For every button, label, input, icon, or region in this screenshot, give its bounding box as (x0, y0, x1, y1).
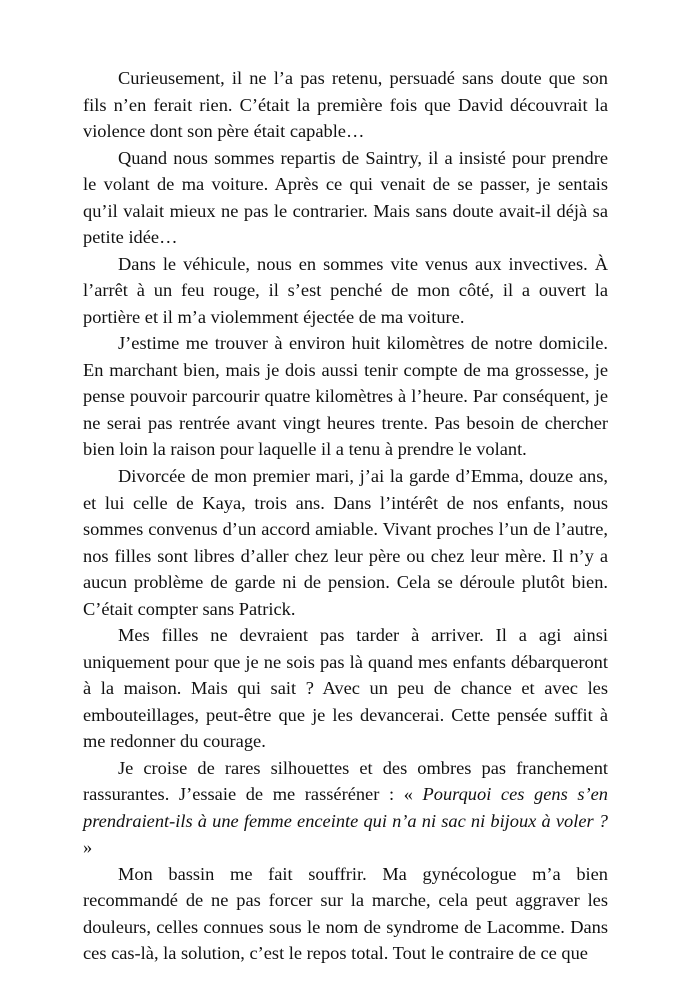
paragraph: Mon bassin me fait souffrir. Ma gynécologue m’a bien recommandé de ne pas forcer sur la marche, cela peut aggraver les douleurs, celles connues sous le nom de syndrome de Lacomme. Dans ces cas-là, la solution, c’est le repos total. Tout le contraire de ce que (83, 863, 608, 963)
paragraph-with-quote (83, 755, 608, 861)
paragraph: Dans le véhicule, nous en sommes vite venus aux invectives. À l’arrêt à un feu rouge, il s’est penché de mon côté, il a ouvert la portière et il m’a violemment éjectée de ma voiture. (83, 253, 608, 327)
text-section-1 (83, 65, 608, 463)
paragraph: Mes filles ne devraient pas tarder à arriver. Il a agi ainsi uniquement pour que je ne sois pas là quand mes enfants débarqueront à la maison. Mais qui sait ? Avec un peu de chance et avec les embouteillages, peut-être que je les devancerai. Cette pensée suffit à me redonner du courage. (83, 625, 608, 751)
paragraph: Divorcée de mon premier mari, j’ai la garde d’Emma, douze ans, et lui celle de Kaya, trois ans. Dans l’intérêt de nos enfants, nous sommes convenus d’un accord amiable. Vivant proches l’un de l’autre, nos filles sont libres d’aller chez leur père ou chez leur mère. Il n’y a aucun problème de garde ni de pension. Cela se déroule plutôt bien. C’était compter sans Patrick. (83, 466, 608, 619)
paragraph: Quand nous sommes repartis de Saintry, il a insisté pour prendre le volant de ma voiture. Après ce qui venait de se passer, je sentais qu’il valait mieux ne pas le contrarier. Mais sans doute avait-il déjà sa petite idée… (83, 147, 608, 247)
paragraph: Curieusement, il ne l’a pas retenu, persuadé sans doute que son fils n’en ferait rien. C’était la première fois que David découvrait la violence dont son père était capable… (83, 68, 608, 141)
quote-close: » (83, 837, 93, 857)
paragraph: J’estime me trouver à environ huit kilomètres de notre domicile. En marchant bien, mais je dois aussi tenir compte de ma grossesse, je pense pouvoir parcourir quatre kilomètres à l’heure. Par conséquent, je ne serai pas rentrée avant vingt heures trente. Pas besoin de chercher bien loin la raison pour laquelle il a tenu à prendre le volant. (83, 333, 608, 459)
text-section-2 (83, 463, 608, 967)
quote-lead: Je croise de rares silhouettes et des ombres pas franchement rassurantes. J’essaie de me rasséréner : « (83, 757, 608, 804)
italic-quote: Pourquoi ces gens s’en prendraient-ils à une femme enceinte qui n’a ni sac ni bijoux à voler ? (83, 784, 609, 831)
